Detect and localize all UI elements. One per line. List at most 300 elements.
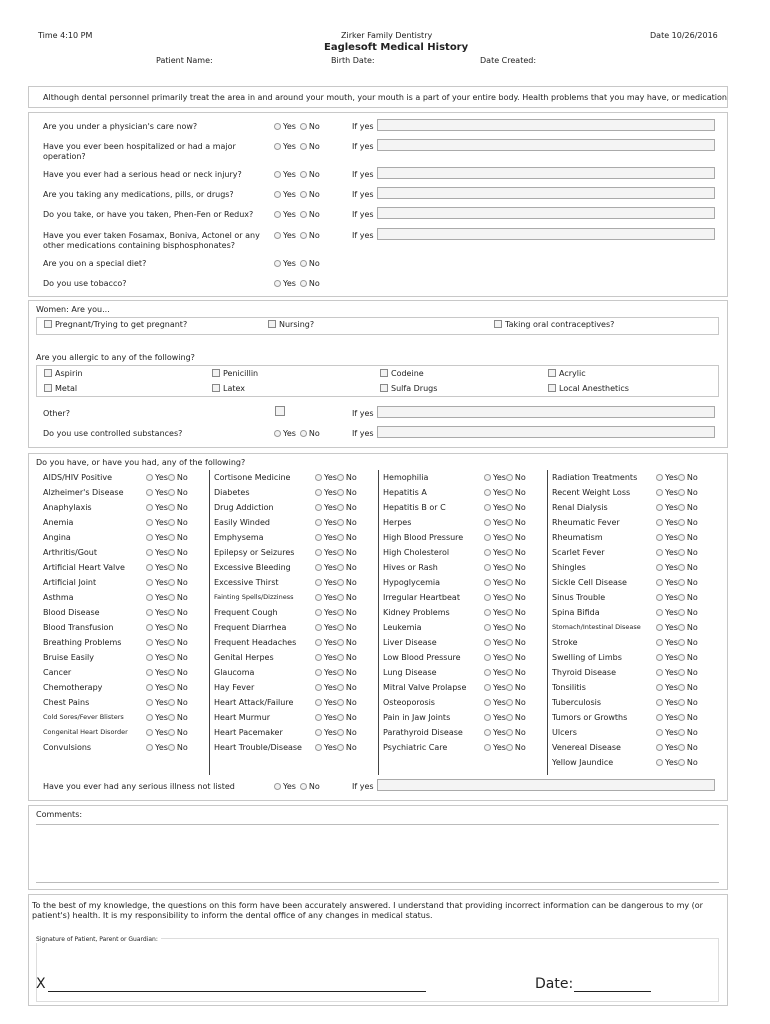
- condition-1-14-yes-radio[interactable]: [315, 684, 322, 691]
- condition-1-10-yes-radio[interactable]: [315, 624, 322, 631]
- condition-yes-no[interactable]: [146, 533, 188, 542]
- allergy-6-checkbox[interactable]: [380, 384, 388, 392]
- condition-0-17-no-radio[interactable]: [168, 729, 175, 736]
- condition-yes-no[interactable]: [656, 713, 698, 722]
- condition-1-8-yes-radio[interactable]: [315, 594, 322, 601]
- condition-2-9-no-radio[interactable]: [506, 609, 513, 616]
- condition-yes-no[interactable]: [315, 728, 357, 737]
- condition-0-16-no-radio[interactable]: [168, 714, 175, 721]
- condition-0-13-yes-radio[interactable]: [146, 669, 153, 676]
- condition-3-13-yes-radio[interactable]: [656, 669, 663, 676]
- condition-0-5-yes-radio[interactable]: [146, 549, 153, 556]
- condition-yes-no[interactable]: [315, 608, 357, 617]
- condition-3-15-yes-radio[interactable]: [656, 699, 663, 706]
- condition-yes-no[interactable]: [656, 548, 698, 557]
- condition-0-11-yes-radio[interactable]: [146, 639, 153, 646]
- question-7-no-radio[interactable]: [300, 280, 307, 287]
- condition-1-15-no-radio[interactable]: [337, 699, 344, 706]
- condition-0-10-yes-radio[interactable]: [146, 624, 153, 631]
- condition-yes-no[interactable]: [656, 518, 698, 527]
- question-5-yes-radio[interactable]: [274, 232, 281, 239]
- question-0-no-radio[interactable]: [300, 123, 307, 130]
- condition-yes-no[interactable]: [315, 488, 357, 497]
- condition-yes-no[interactable]: [484, 593, 526, 602]
- contraceptives-checkbox-item[interactable]: [494, 320, 614, 329]
- condition-3-1-yes-radio[interactable]: [656, 489, 663, 496]
- condition-1-11-yes-radio[interactable]: [315, 639, 322, 646]
- comments-field[interactable]: [36, 826, 719, 881]
- condition-yes-no[interactable]: [146, 698, 188, 707]
- condition-yes-no[interactable]: [315, 683, 357, 692]
- question-7-yes-radio[interactable]: [274, 280, 281, 287]
- condition-2-1-yes-radio[interactable]: [484, 489, 491, 496]
- condition-0-16-yes-radio[interactable]: [146, 714, 153, 721]
- question-6-yes-no[interactable]: [274, 259, 320, 268]
- condition-yes-no[interactable]: [656, 623, 698, 632]
- condition-2-10-yes-radio[interactable]: [484, 624, 491, 631]
- question-3-no-radio[interactable]: [300, 191, 307, 198]
- condition-1-12-no-radio[interactable]: [337, 654, 344, 661]
- question-3-field[interactable]: [377, 187, 715, 199]
- condition-yes-no[interactable]: [315, 518, 357, 527]
- pregnant-checkbox[interactable]: [44, 320, 52, 328]
- condition-2-15-no-radio[interactable]: [506, 699, 513, 706]
- condition-2-0-yes-radio[interactable]: [484, 474, 491, 481]
- condition-yes-no[interactable]: [484, 533, 526, 542]
- condition-2-12-yes-radio[interactable]: [484, 654, 491, 661]
- question-0-field[interactable]: [377, 119, 715, 131]
- date-line[interactable]: [574, 991, 651, 992]
- condition-2-18-no-radio[interactable]: [506, 744, 513, 751]
- pregnant-checkbox-item[interactable]: [44, 320, 187, 329]
- condition-2-16-no-radio[interactable]: [506, 714, 513, 721]
- condition-2-6-yes-radio[interactable]: [484, 564, 491, 571]
- question-2-field[interactable]: [377, 167, 715, 179]
- question-0-yes-no[interactable]: [274, 122, 320, 131]
- condition-2-5-yes-radio[interactable]: [484, 549, 491, 556]
- question-7-yes-no[interactable]: [274, 279, 320, 288]
- condition-2-17-yes-radio[interactable]: [484, 729, 491, 736]
- condition-yes-no[interactable]: [656, 698, 698, 707]
- allergy-0-item[interactable]: [44, 369, 83, 378]
- condition-yes-no[interactable]: [484, 548, 526, 557]
- condition-yes-no[interactable]: [484, 668, 526, 677]
- condition-yes-no[interactable]: [315, 698, 357, 707]
- condition-yes-no[interactable]: [484, 608, 526, 617]
- condition-2-7-yes-radio[interactable]: [484, 579, 491, 586]
- question-2-yes-no[interactable]: [274, 170, 320, 179]
- condition-yes-no[interactable]: [484, 578, 526, 587]
- condition-yes-no[interactable]: [146, 713, 188, 722]
- question-4-field[interactable]: [377, 207, 715, 219]
- condition-yes-no[interactable]: [146, 593, 188, 602]
- condition-yes-no[interactable]: [656, 728, 698, 737]
- condition-3-11-yes-radio[interactable]: [656, 639, 663, 646]
- condition-3-0-no-radio[interactable]: [678, 474, 685, 481]
- condition-1-10-no-radio[interactable]: [337, 624, 344, 631]
- allergy-3-item[interactable]: [548, 369, 586, 378]
- condition-1-6-no-radio[interactable]: [337, 564, 344, 571]
- nursing-checkbox-item[interactable]: [268, 320, 314, 329]
- serious-illness-field[interactable]: [377, 779, 715, 791]
- question-6-no-radio[interactable]: [300, 260, 307, 267]
- condition-3-12-yes-radio[interactable]: [656, 654, 663, 661]
- condition-1-7-yes-radio[interactable]: [315, 579, 322, 586]
- condition-3-18-no-radio[interactable]: [678, 744, 685, 751]
- condition-yes-no[interactable]: [315, 743, 357, 752]
- condition-1-4-no-radio[interactable]: [337, 534, 344, 541]
- condition-yes-no[interactable]: [656, 653, 698, 662]
- condition-3-5-yes-radio[interactable]: [656, 549, 663, 556]
- serious-illness-yes-no[interactable]: Yes No: [274, 782, 320, 791]
- condition-1-13-yes-radio[interactable]: [315, 669, 322, 676]
- condition-2-3-yes-radio[interactable]: [484, 519, 491, 526]
- radio-no[interactable]: [300, 783, 307, 790]
- condition-yes-no[interactable]: [146, 683, 188, 692]
- question-1-yes-no[interactable]: [274, 142, 320, 151]
- condition-1-1-yes-radio[interactable]: [315, 489, 322, 496]
- condition-yes-no[interactable]: [484, 638, 526, 647]
- condition-1-17-no-radio[interactable]: [337, 729, 344, 736]
- allergy-5-checkbox[interactable]: [212, 384, 220, 392]
- question-1-no-radio[interactable]: [300, 143, 307, 150]
- condition-2-2-no-radio[interactable]: [506, 504, 513, 511]
- condition-3-14-yes-radio[interactable]: [656, 684, 663, 691]
- condition-yes-no[interactable]: [484, 623, 526, 632]
- condition-0-3-no-radio[interactable]: [168, 519, 175, 526]
- condition-2-0-no-radio[interactable]: [506, 474, 513, 481]
- condition-0-6-yes-radio[interactable]: [146, 564, 153, 571]
- condition-0-4-yes-radio[interactable]: [146, 534, 153, 541]
- condition-1-4-yes-radio[interactable]: [315, 534, 322, 541]
- condition-yes-no[interactable]: [315, 638, 357, 647]
- allergy-5-item[interactable]: [212, 384, 245, 393]
- condition-yes-no[interactable]: [484, 698, 526, 707]
- condition-0-1-no-radio[interactable]: [168, 489, 175, 496]
- allergy-3-checkbox[interactable]: [548, 369, 556, 377]
- condition-2-14-yes-radio[interactable]: [484, 684, 491, 691]
- condition-3-17-yes-radio[interactable]: [656, 729, 663, 736]
- question-0-yes-radio[interactable]: [274, 123, 281, 130]
- controlled-yes-no[interactable]: Yes No: [274, 429, 320, 438]
- condition-yes-no[interactable]: [315, 563, 357, 572]
- condition-0-1-yes-radio[interactable]: [146, 489, 153, 496]
- condition-0-14-yes-radio[interactable]: [146, 684, 153, 691]
- condition-1-7-no-radio[interactable]: [337, 579, 344, 586]
- question-5-field[interactable]: [377, 228, 715, 240]
- condition-yes-no[interactable]: [146, 518, 188, 527]
- condition-yes-no[interactable]: [484, 728, 526, 737]
- other-allergy-checkbox-wrap[interactable]: [275, 406, 288, 417]
- condition-yes-no[interactable]: [484, 503, 526, 512]
- condition-yes-no[interactable]: [656, 638, 698, 647]
- condition-3-6-no-radio[interactable]: [678, 564, 685, 571]
- question-3-yes-radio[interactable]: [274, 191, 281, 198]
- condition-0-9-no-radio[interactable]: [168, 609, 175, 616]
- allergy-7-item[interactable]: [548, 384, 629, 393]
- condition-3-15-no-radio[interactable]: [678, 699, 685, 706]
- condition-yes-no[interactable]: [146, 548, 188, 557]
- condition-yes-no[interactable]: [315, 713, 357, 722]
- question-3-yes-no[interactable]: [274, 190, 320, 199]
- condition-2-10-no-radio[interactable]: [506, 624, 513, 631]
- question-5-yes-no[interactable]: [274, 231, 320, 240]
- condition-1-2-no-radio[interactable]: [337, 504, 344, 511]
- condition-3-3-yes-radio[interactable]: [656, 519, 663, 526]
- condition-3-10-no-radio[interactable]: [678, 624, 685, 631]
- question-4-no-radio[interactable]: [300, 211, 307, 218]
- condition-3-9-yes-radio[interactable]: [656, 609, 663, 616]
- condition-0-8-no-radio[interactable]: [168, 594, 175, 601]
- nursing-checkbox[interactable]: [268, 320, 276, 328]
- condition-yes-no[interactable]: [146, 578, 188, 587]
- allergy-1-item[interactable]: [212, 369, 258, 378]
- condition-2-2-yes-radio[interactable]: [484, 504, 491, 511]
- condition-1-6-yes-radio[interactable]: [315, 564, 322, 571]
- condition-yes-no[interactable]: [315, 533, 357, 542]
- condition-0-2-no-radio[interactable]: [168, 504, 175, 511]
- condition-0-15-no-radio[interactable]: [168, 699, 175, 706]
- condition-2-12-no-radio[interactable]: [506, 654, 513, 661]
- condition-3-10-yes-radio[interactable]: [656, 624, 663, 631]
- condition-3-5-no-radio[interactable]: [678, 549, 685, 556]
- condition-1-5-no-radio[interactable]: [337, 549, 344, 556]
- condition-2-13-yes-radio[interactable]: [484, 669, 491, 676]
- condition-1-14-no-radio[interactable]: [337, 684, 344, 691]
- condition-3-17-no-radio[interactable]: [678, 729, 685, 736]
- signature-line[interactable]: [48, 991, 426, 992]
- question-4-yes-no[interactable]: [274, 210, 320, 219]
- condition-0-0-no-radio[interactable]: [168, 474, 175, 481]
- question-2-yes-radio[interactable]: [274, 171, 281, 178]
- condition-3-4-no-radio[interactable]: [678, 534, 685, 541]
- condition-yes-no[interactable]: [656, 593, 698, 602]
- condition-0-12-no-radio[interactable]: [168, 654, 175, 661]
- condition-0-10-no-radio[interactable]: [168, 624, 175, 631]
- allergy-4-checkbox[interactable]: [44, 384, 52, 392]
- condition-3-19-no-radio[interactable]: [678, 759, 685, 766]
- condition-0-2-yes-radio[interactable]: [146, 504, 153, 511]
- condition-1-11-no-radio[interactable]: [337, 639, 344, 646]
- condition-0-8-yes-radio[interactable]: [146, 594, 153, 601]
- condition-1-0-yes-radio[interactable]: [315, 474, 322, 481]
- condition-3-4-yes-radio[interactable]: [656, 534, 663, 541]
- condition-2-8-no-radio[interactable]: [506, 594, 513, 601]
- condition-1-3-yes-radio[interactable]: [315, 519, 322, 526]
- condition-3-14-no-radio[interactable]: [678, 684, 685, 691]
- condition-0-17-yes-radio[interactable]: [146, 729, 153, 736]
- condition-yes-no[interactable]: [146, 623, 188, 632]
- condition-label: Kidney Problems: [383, 608, 450, 617]
- condition-yes-no[interactable]: [656, 473, 698, 482]
- condition-yes-no[interactable]: [315, 473, 357, 482]
- condition-yes-no[interactable]: [656, 608, 698, 617]
- condition-2-17-no-radio[interactable]: [506, 729, 513, 736]
- condition-yes-no[interactable]: [315, 668, 357, 677]
- condition-2-11-no-radio[interactable]: [506, 639, 513, 646]
- condition-3-19-yes-radio[interactable]: [656, 759, 663, 766]
- condition-1-15-yes-radio[interactable]: [315, 699, 322, 706]
- condition-yes-no[interactable]: [315, 578, 357, 587]
- condition-2-8-yes-radio[interactable]: [484, 594, 491, 601]
- condition-3-6-yes-radio[interactable]: [656, 564, 663, 571]
- condition-yes-no[interactable]: [146, 668, 188, 677]
- condition-yes-no[interactable]: [484, 743, 526, 752]
- condition-yes-no[interactable]: [146, 563, 188, 572]
- condition-2-4-yes-radio[interactable]: [484, 534, 491, 541]
- condition-yes-no[interactable]: [146, 728, 188, 737]
- condition-1-9-no-radio[interactable]: [337, 609, 344, 616]
- condition-0-12-yes-radio[interactable]: [146, 654, 153, 661]
- question-4-yes-radio[interactable]: [274, 211, 281, 218]
- condition-0-9-yes-radio[interactable]: [146, 609, 153, 616]
- condition-yes-no[interactable]: [656, 533, 698, 542]
- condition-yes-no[interactable]: [484, 473, 526, 482]
- condition-2-7-no-radio[interactable]: [506, 579, 513, 586]
- condition-yes-no[interactable]: [484, 563, 526, 572]
- condition-yes-no[interactable]: [656, 563, 698, 572]
- condition-yes-no[interactable]: [656, 758, 698, 767]
- condition-yes-no[interactable]: [146, 473, 188, 482]
- condition-3-9-no-radio[interactable]: [678, 609, 685, 616]
- condition-yes-no[interactable]: [146, 653, 188, 662]
- condition-2-14-no-radio[interactable]: [506, 684, 513, 691]
- allergy-2-item[interactable]: [380, 369, 424, 378]
- condition-yes-no[interactable]: [656, 668, 698, 677]
- condition-3-16-yes-radio[interactable]: [656, 714, 663, 721]
- allergy-7-checkbox[interactable]: [548, 384, 556, 392]
- condition-yes-no[interactable]: [656, 743, 698, 752]
- contraceptives-checkbox[interactable]: [494, 320, 502, 328]
- condition-2-18-yes-radio[interactable]: [484, 744, 491, 751]
- condition-yes-no[interactable]: [484, 653, 526, 662]
- condition-2-11-yes-radio[interactable]: [484, 639, 491, 646]
- condition-0-4-no-radio[interactable]: [168, 534, 175, 541]
- condition-3-12-no-radio[interactable]: [678, 654, 685, 661]
- condition-1-13-no-radio[interactable]: [337, 669, 344, 676]
- condition-3-2-yes-radio[interactable]: [656, 504, 663, 511]
- condition-0-18-yes-radio[interactable]: [146, 744, 153, 751]
- condition-yes-no[interactable]: [315, 548, 357, 557]
- condition-0-11-no-radio[interactable]: [168, 639, 175, 646]
- condition-2-13-no-radio[interactable]: [506, 669, 513, 676]
- condition-1-16-no-radio[interactable]: [337, 714, 344, 721]
- condition-yes-no[interactable]: [484, 488, 526, 497]
- condition-yes-no[interactable]: [315, 503, 357, 512]
- condition-0-15-yes-radio[interactable]: [146, 699, 153, 706]
- condition-yes-no[interactable]: [484, 713, 526, 722]
- condition-3-8-no-radio[interactable]: [678, 594, 685, 601]
- condition-0-14-no-radio[interactable]: [168, 684, 175, 691]
- question-1-yes-radio[interactable]: [274, 143, 281, 150]
- condition-0-5-no-radio[interactable]: [168, 549, 175, 556]
- condition-yes-no[interactable]: [146, 743, 188, 752]
- condition-yes-no[interactable]: [656, 683, 698, 692]
- condition-0-6-no-radio[interactable]: [168, 564, 175, 571]
- allergy-4-item[interactable]: [44, 384, 77, 393]
- condition-0-18-no-radio[interactable]: [168, 744, 175, 751]
- condition-3-2-no-radio[interactable]: [678, 504, 685, 511]
- question-6-yes-radio[interactable]: [274, 260, 281, 267]
- condition-1-12-yes-radio[interactable]: [315, 654, 322, 661]
- question-1-field[interactable]: [377, 139, 715, 151]
- condition-yes-no[interactable]: [484, 683, 526, 692]
- condition-2-15-yes-radio[interactable]: [484, 699, 491, 706]
- condition-yes-no[interactable]: [656, 578, 698, 587]
- question-2-no-radio[interactable]: [300, 171, 307, 178]
- condition-yes-no[interactable]: [146, 638, 188, 647]
- condition-3-3-no-radio[interactable]: [678, 519, 685, 526]
- condition-1-5-yes-radio[interactable]: [315, 549, 322, 556]
- condition-yes-no[interactable]: [484, 518, 526, 527]
- condition-0-7-no-radio[interactable]: [168, 579, 175, 586]
- condition-0-7-yes-radio[interactable]: [146, 579, 153, 586]
- condition-2-1-no-radio[interactable]: [506, 489, 513, 496]
- condition-1-1-no-radio[interactable]: [337, 489, 344, 496]
- condition-3-7-no-radio[interactable]: [678, 579, 685, 586]
- condition-1-8-no-radio[interactable]: [337, 594, 344, 601]
- condition-0-3-yes-radio[interactable]: [146, 519, 153, 526]
- condition-yes-no[interactable]: [315, 653, 357, 662]
- condition-yes-no[interactable]: [146, 503, 188, 512]
- condition-1-17-yes-radio[interactable]: [315, 729, 322, 736]
- condition-2-16-yes-radio[interactable]: [484, 714, 491, 721]
- condition-yes-no[interactable]: [656, 488, 698, 497]
- condition-2-3-no-radio[interactable]: [506, 519, 513, 526]
- attestation-text: To the best of my knowledge, the questions on this form have been accurately answered. I understand that providing incorrect information can be dangerous to my (or patient's) health. It is my responsibility to inform the dental office of any changes in medical status.: [32, 901, 703, 920]
- condition-1-3-no-radio[interactable]: [337, 519, 344, 526]
- condition-2-5-no-radio[interactable]: [506, 549, 513, 556]
- condition-3-11-no-radio[interactable]: [678, 639, 685, 646]
- condition-3-1-no-radio[interactable]: [678, 489, 685, 496]
- allergy-2-checkbox[interactable]: [380, 369, 388, 377]
- condition-0-13-no-radio[interactable]: [168, 669, 175, 676]
- condition-3-18-yes-radio[interactable]: [656, 744, 663, 751]
- condition-3-8-yes-radio[interactable]: [656, 594, 663, 601]
- condition-3-7-yes-radio[interactable]: [656, 579, 663, 586]
- condition-0-0-yes-radio[interactable]: [146, 474, 153, 481]
- condition-1-16-yes-radio[interactable]: [315, 714, 322, 721]
- other-allergy-checkbox[interactable]: [275, 406, 285, 416]
- condition-yes-no[interactable]: [315, 623, 357, 632]
- radio-no[interactable]: [300, 430, 307, 437]
- condition-1-18-yes-radio[interactable]: [315, 744, 322, 751]
- condition-1-2-yes-radio[interactable]: [315, 504, 322, 511]
- other-allergy-field[interactable]: [377, 406, 715, 418]
- condition-yes-no[interactable]: [656, 503, 698, 512]
- allergy-6-item[interactable]: [380, 384, 437, 393]
- condition-1-16-yes-label: Yes: [324, 713, 337, 722]
- condition-1-9-yes-radio[interactable]: [315, 609, 322, 616]
- condition-yes-no[interactable]: [315, 593, 357, 602]
- radio-yes[interactable]: [274, 430, 281, 437]
- controlled-field[interactable]: [377, 426, 715, 438]
- condition-yes-no[interactable]: [146, 488, 188, 497]
- condition-yes-no[interactable]: [146, 608, 188, 617]
- radio-yes[interactable]: [274, 783, 281, 790]
- condition-1-0-no-radio[interactable]: [337, 474, 344, 481]
- condition-3-0-yes-radio[interactable]: [656, 474, 663, 481]
- condition-2-4-no-radio[interactable]: [506, 534, 513, 541]
- allergy-0-checkbox[interactable]: [44, 369, 52, 377]
- condition-2-6-no-radio[interactable]: [506, 564, 513, 571]
- allergy-1-checkbox[interactable]: [212, 369, 220, 377]
- condition-2-9-yes-radio[interactable]: [484, 609, 491, 616]
- question-5-no-radio[interactable]: [300, 232, 307, 239]
- condition-3-13-no-radio[interactable]: [678, 669, 685, 676]
- condition-1-18-no-radio[interactable]: [337, 744, 344, 751]
- condition-3-16-no-radio[interactable]: [678, 714, 685, 721]
